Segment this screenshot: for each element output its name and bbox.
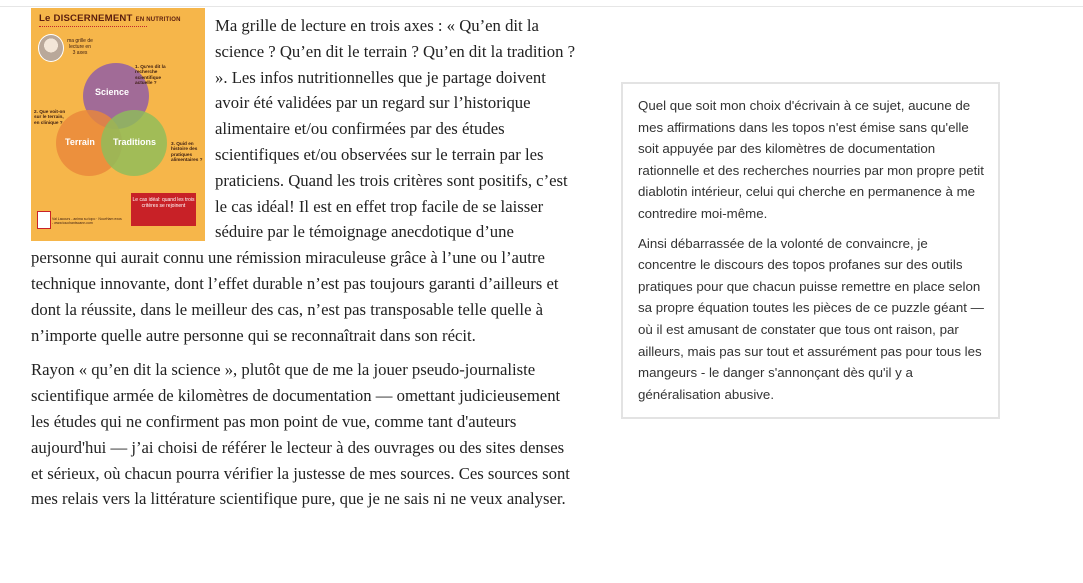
poster-title-main: Le DISCERNEMENT — [39, 13, 133, 24]
poster-title-small: EN NUTRITION — [135, 17, 181, 23]
aside-paragraph: Quel que soit mon choix d'écrivain à ce sujet, aucune de mes affirmations dans les topos n'est émise sans qu'elle soit appuyée par des kilomètres de documentation rationnelle et des recherches nourries par mon propre petit diablotin intérieur, celui qui cherche en permanence à me contredire moi-même. — [638, 98, 984, 221]
mini-poster-icon — [37, 211, 51, 229]
article-paragraph: Ma grille de lecture en trois axes : « Qu’en dit la science ? Qu’en dit le terrain ? Qu’en dit la tradition ? ». Les infos nutritionnelles que je partage doivent avoir été validées par un regard sur l’historique alimentaire et/ou confirmées par des études scientifiques et/ou observées sur le terrain par les praticiens. Quand les trois critères sont positifs, c’est le cas idéal! Il est en effet trop facile de se laisser séduire par le témoignage anecdotique d’une personne qui aurait connu une rémission miraculeuse grâce à l’une ou l’autre technique innovante, dont l’effet durable n’est pas toujours garanti d’ailleurs et dont la réussite, dans le meilleur des cas, n’est pas transposable telle quelle à n’importe quelle autre personne qui se reconnaîtrait dans son récit. — [31, 16, 576, 345]
aside-box — [621, 82, 1000, 419]
ideal-case-box: Le cas idéal: quand les trois critères se rejoinent — [131, 193, 196, 226]
traditions-label: Traditions — [113, 137, 157, 147]
poster-dotted-rule — [39, 26, 147, 27]
poster-question-3: 3. Quid en histoire des pratiques alimentaires ? — [171, 141, 203, 163]
poster-question-2: 2. Que voit-on sur le terrain, en clinique ? — [34, 109, 66, 125]
science-label: Science — [95, 87, 130, 97]
terrain-label: Terrain — [65, 137, 95, 147]
poster-grid-label: ma grille de lecture en 3 axes — [67, 38, 93, 56]
top-divider — [0, 6, 1083, 7]
aside-paragraph: Ainsi débarrassée de la volonté de convaincre, je concentre le discours des topos profanes sur des outils pratiques pour que chacun puisse remettre en place selon sa propre équation toutes les pièces de ce puzzle géant — où il est amusant de constater que tous ont raison, par ailleurs, mais pas sur tout et assurément pas pour tous les mangeurs - le danger s'annonçant dès qu'il y a généralisation abusive. — [638, 235, 984, 402]
poster-question-1: 1. Qu'en dit la recherche scientifique actuelle ? — [135, 64, 166, 86]
discernement-poster-image[interactable] — [31, 8, 205, 241]
author-photo — [38, 34, 64, 62]
poster-title — [39, 13, 181, 24]
poster-credit: Val Lacours - anima su topo · NourHam exos - www.touchantscann.com — [52, 217, 122, 225]
article-paragraph: Rayon « qu’en dit la science », plutôt que de me la jouer pseudo-journaliste scientifique armée de kilomètres de documentation — omettant judicieusement les études qui ne confirment pas mon point de vue, comme tant d'auteurs aujourd'hui — j’ai choisi de référer le lecteur à des ouvrages ou des sites denses et sérieux, où chacun pourra vérifier la justesse de mes sources. Ces sources sont mes relais vers la littérature scientifique pure, que je ne sais ni ne veux analyser. — [31, 360, 570, 509]
